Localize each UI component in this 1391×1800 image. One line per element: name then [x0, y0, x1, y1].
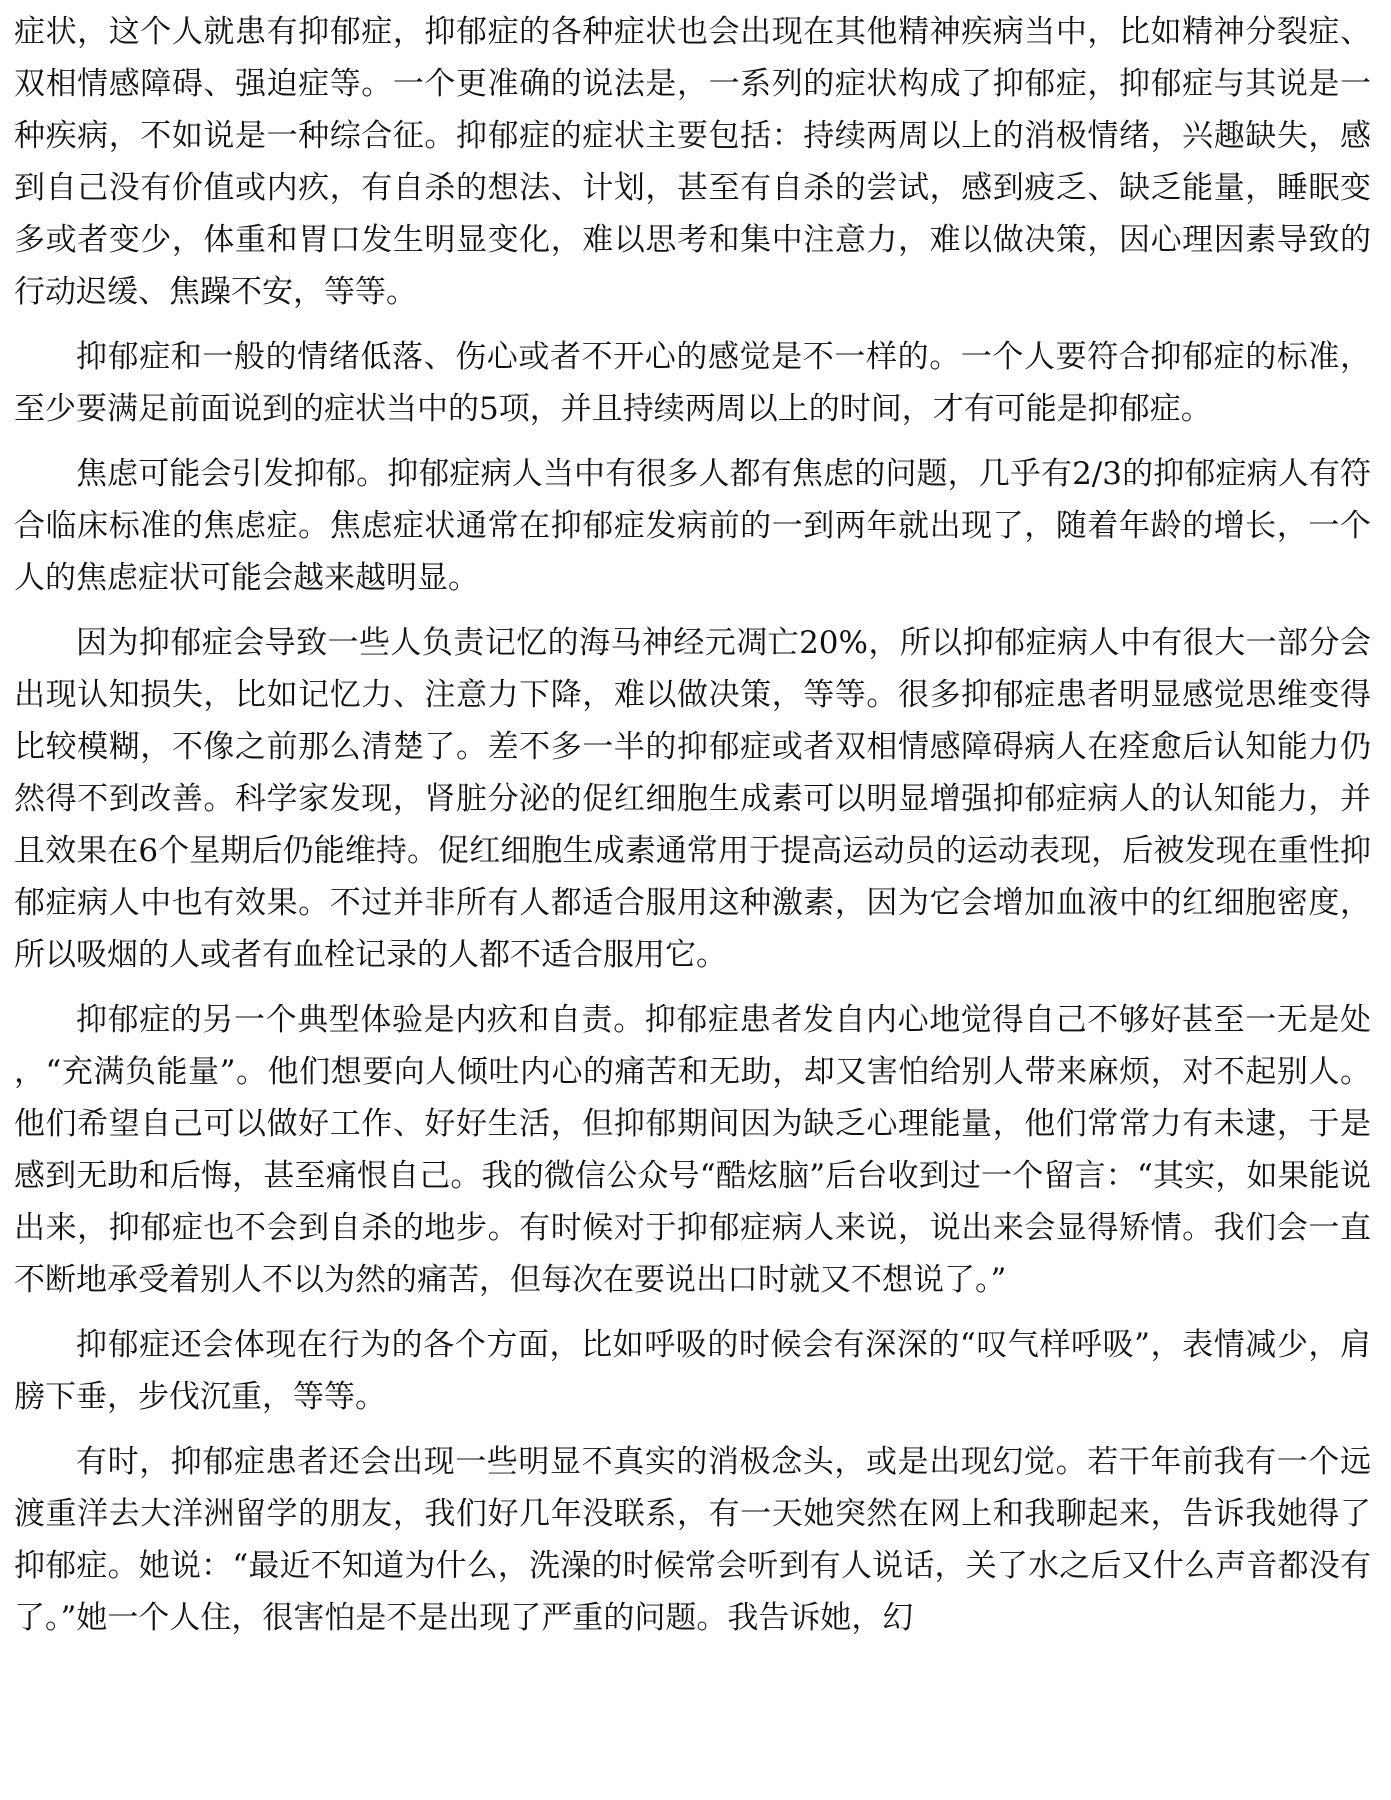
- paragraph: 抑郁症的另一个典型体验是内疚和自责。抑郁症患者发自内心地觉得自己不够好甚至一无是处，“充满负能量”。他们想要向人倾吐内心的痛苦和无助，却又害怕给别人带来麻烦，对不起别人。他们希望自己可以做好工作、好好生活，但抑郁期间因为缺乏心理能量，他们常常力有未逮，于是感到无助和后悔，甚至痛恨自己。我的微信公众号“酷炫脑”后台收到过一个留言：“其实，如果能说出来，抑郁症也不会到自杀的地步。有时候对于抑郁症病人来说，说出来会显得矫情。我们会一直不断地承受着别人不以为然的痛苦，但每次在要说出口时就又不想说了。”: [14, 1002, 1371, 1298]
- paragraph: 焦虑可能会引发抑郁。抑郁症病人当中有很多人都有焦虑的问题，几乎有2/3的抑郁症病人有符合临床标准的焦虑症。焦虑症状通常在抑郁症发病前的一到两年就出现了，随着年龄的增长，一个人的焦虑症状可能会越来越明显。: [14, 456, 1371, 596]
- paragraph: 抑郁症和一般的情绪低落、伤心或者不开心的感觉是不一样的。一个人要符合抑郁症的标准，至少要满足前面说到的症状当中的5项，并且持续两周以上的时间，才有可能是抑郁症。: [14, 339, 1371, 427]
- paragraph: 抑郁症还会体现在行为的各个方面，比如呼吸的时候会有深深的“叹气样呼吸”，表情减少，肩膀下垂，步伐沉重，等等。: [14, 1327, 1371, 1415]
- paragraph: 有时，抑郁症患者还会出现一些明显不真实的消极念头，或是出现幻觉。若干年前我有一个远渡重洋去大洋洲留学的朋友，我们好几年没联系，有一天她突然在网上和我聊起来，告诉我她得了抑郁症。她说：“最近不知道为什么，洗澡的时候常会听到有人说话，关了水之后又什么声音都没有了。”她一个人住，很害怕是不是出现了严重的问题。我告诉她，幻: [14, 1444, 1371, 1636]
- paragraph: 因为抑郁症会导致一些人负责记忆的海马神经元凋亡20%，所以抑郁症病人中有很大一部分会出现认知损失，比如记忆力、注意力下降，难以做决策，等等。很多抑郁症患者明显感觉思维变得比较模糊，不像之前那么清楚了。差不多一半的抑郁症或者双相情感障碍病人在痊愈后认知能力仍然得不到改善。科学家发现，肾脏分泌的促红细胞生成素可以明显增强抑郁症病人的认知能力，并且效果在6个星期后仍能维持。促红细胞生成素通常用于提高运动员的运动表现，后被发现在重性抑郁症病人中也有效果。不过并非所有人都适合服用这种激素，因为它会增加血液中的红细胞密度，所以吸烟的人或者有血栓记录的人都不适合服用它。: [14, 625, 1371, 973]
- paragraph-continued: 症状，这个人就患有抑郁症，抑郁症的各种症状也会出现在其他精神疾病当中，比如精神分裂症、双相情感障碍、强迫症等。一个更准确的说法是，一系列的症状构成了抑郁症，抑郁症与其说是一种疾病，不如说是一种综合征。抑郁症的症状主要包括：持续两周以上的消极情绪，兴趣缺失，感到自己没有价值或内疚，有自杀的想法、计划，甚至有自杀的尝试，感到疲乏、缺乏能量，睡眠变多或者变少，体重和胃口发生明显变化，难以思考和集中注意力，难以做决策，因心理因素导致的行动迟缓、焦躁不安，等等。: [14, 14, 1371, 310]
